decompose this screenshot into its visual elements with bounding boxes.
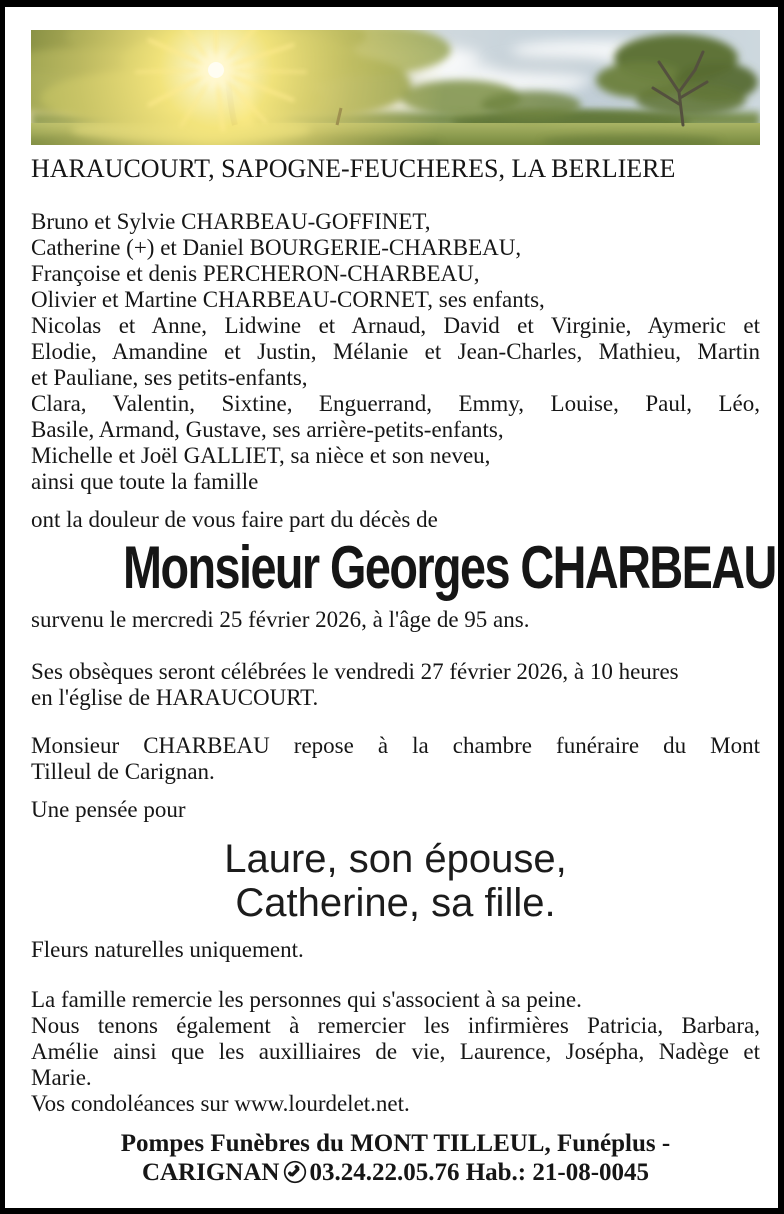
tribute-line-spouse: Laure, son épouse, bbox=[224, 837, 567, 881]
family-line: Basile, Armand, Gustave, ses arrière-petits-enfants, bbox=[31, 417, 504, 442]
repose-line: Tilleul de Carignan. bbox=[31, 759, 215, 784]
death-date-line: survenu le mercredi 25 février 2026, à l'âge de 95 ans. bbox=[31, 607, 530, 632]
repose-paragraph bbox=[31, 733, 760, 785]
tribute-label: Une pensée pour bbox=[31, 797, 186, 822]
flowers-line: Fleurs naturelles uniquement. bbox=[31, 937, 304, 962]
family-line: et Pauliane, ses petits-enfants, bbox=[31, 365, 308, 390]
condolences-line: Vos condoléances sur www.lourdelet.net. bbox=[31, 1091, 410, 1116]
deceased-name: Monsieur Georges CHARBEAU bbox=[123, 534, 776, 601]
ceremony-paragraph bbox=[31, 659, 760, 711]
thanks-line: La famille remercie les personnes qui s'associent à sa peine. bbox=[31, 987, 582, 1012]
family-line: ainsi que toute la famille bbox=[31, 469, 259, 494]
thanks-line: Nous tenons également à remercier les infirmières Patricia, Barbara, bbox=[31, 1013, 760, 1038]
communes-header: HARAUCOURT, SAPOGNE-FEUCHERES, LA BERLIERE bbox=[31, 154, 676, 183]
ceremony-line: Ses obsèques seront célébrées le vendredi 27 février 2026, à 10 heures bbox=[31, 659, 679, 684]
phone-circle-icon bbox=[283, 1160, 307, 1184]
deceased-name-row bbox=[31, 534, 776, 601]
tribute-names bbox=[31, 837, 760, 925]
banner-photo bbox=[31, 30, 760, 145]
phone-number: 03.24.22.05.76 bbox=[309, 1159, 460, 1186]
funeral-home-contact-line bbox=[31, 1158, 760, 1187]
family-line: Bruno et Sylvie CHARBEAU-GOFFINET, bbox=[31, 209, 431, 234]
repose-line: Monsieur CHARBEAU repose à la chambre funéraire du Mont bbox=[31, 733, 760, 758]
thanks-paragraph bbox=[31, 987, 760, 1117]
ceremony-line: en l'église de HARAUCOURT. bbox=[31, 685, 319, 710]
family-line: Clara, Valentin, Sixtine, Enguerrand, Emmy, Louise, Paul, Léo, bbox=[31, 391, 760, 416]
family-line: Françoise et denis PERCHERON-CHARBEAU, bbox=[31, 261, 480, 286]
family-line: Nicolas et Anne, Lidwine et Arnaud, David et Virginie, Aymeric et bbox=[31, 313, 760, 338]
funeral-home-line: Pompes Funèbres du MONT TILLEUL, Funéplus - bbox=[120, 1130, 671, 1157]
family-line: Elodie, Amandine et Justin, Mélanie et Jean-Charles, Mathieu, Martin bbox=[31, 339, 760, 364]
sun-icon bbox=[208, 62, 224, 78]
funeral-home-footer bbox=[31, 1129, 760, 1187]
sun-glow bbox=[31, 30, 760, 145]
habilitation-number: Hab.: 21-08-0045 bbox=[465, 1159, 650, 1186]
thanks-line: Amélie ainsi que les auxilliaires de vie, Laurence, Josépha, Nadège et bbox=[31, 1039, 760, 1064]
family-line: Olivier et Martine CHARBEAU-CORNET, ses enfants, bbox=[31, 287, 545, 312]
intro-line: ont la douleur de vous faire part du décès de bbox=[31, 507, 438, 532]
funeral-home-city: CARIGNAN bbox=[141, 1159, 280, 1186]
family-list bbox=[31, 209, 760, 495]
thanks-line: Marie. bbox=[31, 1065, 92, 1090]
tribute-line-daughter: Catherine, sa fille. bbox=[235, 881, 556, 925]
family-line: Michelle et Joël GALLIET, sa nièce et son neveu, bbox=[31, 443, 491, 468]
family-line: Catherine (+) et Daniel BOURGERIE-CHARBEAU, bbox=[31, 235, 522, 260]
